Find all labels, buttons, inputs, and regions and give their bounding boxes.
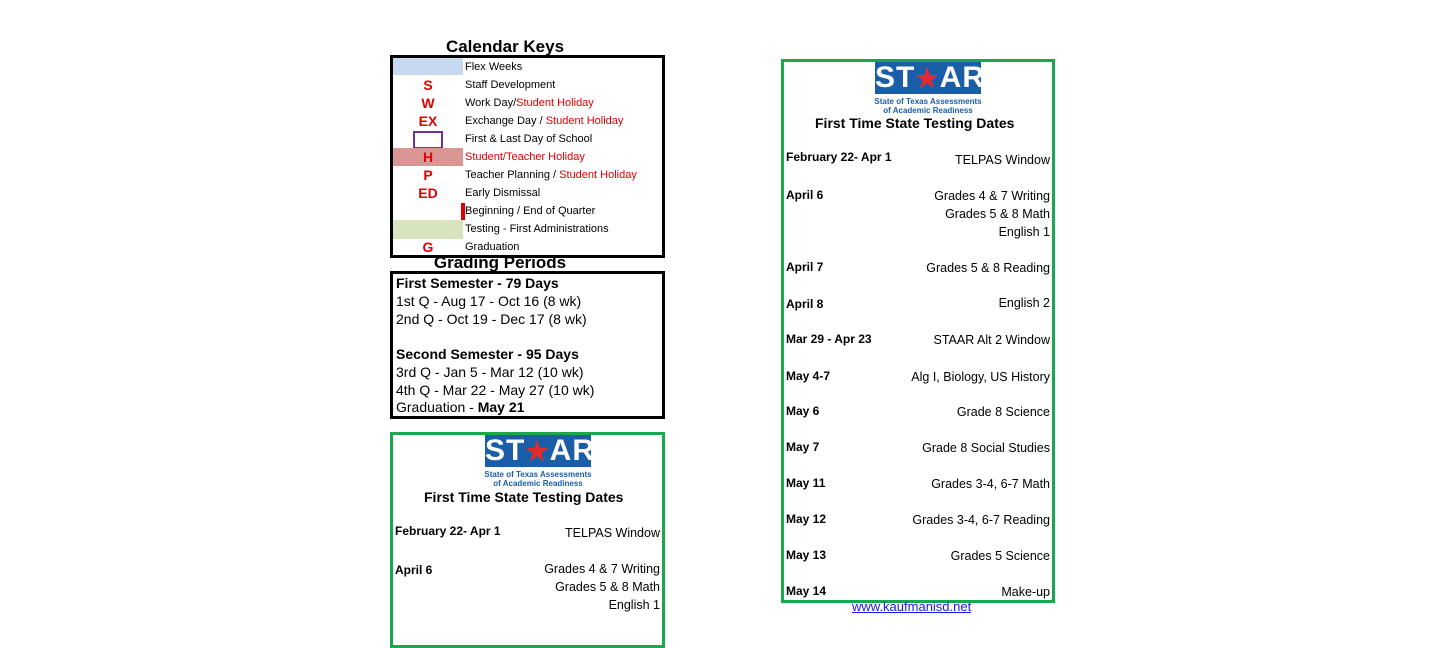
staar-logo-subtitle: State of Texas Assessments of Academic Readiness [484,470,592,488]
test-date: May 7 [786,440,820,454]
test-date: April 6 [395,563,433,577]
test-date: April 7 [786,260,824,274]
test-date: May 4-7 [786,369,831,383]
staar-title: First Time State Testing Dates [424,489,624,505]
test-desc: Grades 4 & 7 Writing Grades 5 & 8 Math English 1 [934,189,1050,239]
test-desc: Grade 8 Social Studies [922,441,1050,455]
key-first-last-day [393,130,662,148]
key-label: Testing - First Administrations [465,223,609,235]
key-symbol: ED [418,185,438,201]
test-date: April 8 [786,297,824,311]
first-semester: First Semester - 79 Days [396,275,559,291]
key-symbol: EX [418,113,438,129]
test-desc: Alg I, Biology, US History [911,370,1050,384]
calendar-keys-title: Calendar Keys [445,37,565,56]
key-label: Staff Development [465,79,556,91]
test-desc: Grades 4 & 7 Writing Grades 5 & 8 Math English 1 [544,562,660,612]
quarter-1: 1st Q - Aug 17 - Oct 16 (8 wk) [396,293,582,309]
grading-periods-box [390,271,665,419]
test-desc: English 2 [998,296,1050,310]
key-staff-development [393,76,662,94]
key-flex-weeks [393,58,662,76]
test-desc: Grades 5 & 8 Reading [926,261,1050,275]
quarter-2: 2nd Q - Oct 19 - Dec 17 (8 wk) [396,311,587,327]
key-symbol: P [423,167,433,183]
key-symbol: S [423,77,433,93]
test-date: April 6 [786,188,824,202]
first-last-day-swatch [413,131,443,149]
test-desc: Grades 5 Science [950,549,1050,563]
quarter-3: 3rd Q - Jan 5 - Mar 12 (10 wk) [396,364,584,380]
second-semester: Second Semester - 95 Days [396,346,579,362]
test-date: May 11 [786,476,826,490]
test-date: May 13 [786,548,827,562]
test-desc: Grade 8 Science [956,405,1050,419]
key-label: Beginning / End of Quarter [465,205,596,217]
staar-box-right [781,59,1055,603]
test-date: February 22- Apr 1 [395,524,501,538]
key-label: Work Day/Student Holiday [465,97,594,109]
key-label: Flex Weeks [465,61,523,73]
website-link[interactable]: www.kaufmanisd.net [852,599,972,614]
calendar-keys-box [390,55,665,258]
key-quarter [393,202,662,220]
test-desc: Make-up [1001,585,1050,599]
flex-weeks-swatch [393,58,463,75]
key-teacher-planning [393,166,662,184]
key-work-day [393,94,662,112]
key-exchange-day [393,112,662,130]
test-desc: TELPAS Window [955,153,1050,167]
key-label: Exchange Day / Student Holiday [465,115,624,127]
key-label: Teacher Planning / Student Holiday [465,169,637,181]
test-date: February 22- Apr 1 [786,150,892,164]
key-label: Student/Teacher Holiday [465,151,585,163]
key-label: Graduation [465,241,520,253]
test-desc: STAAR Alt 2 Window [933,333,1050,347]
staar-title: First Time State Testing Dates [815,115,1015,131]
staar-logo: ST★AR [875,61,985,94]
star-icon: ★ [915,63,940,93]
test-date: Mar 29 - Apr 23 [786,332,872,346]
test-desc: TELPAS Window [565,526,660,540]
key-holiday [393,148,662,166]
staar-logo: ST★AR [485,434,595,467]
key-label: Early Dismissal [465,187,541,199]
key-symbol: G [422,239,434,255]
test-date: May 14 [786,584,827,598]
test-desc: Grades 3-4, 6-7 Reading [912,513,1050,527]
key-symbol: W [421,95,435,111]
testing-swatch [393,220,463,239]
star-icon: ★ [525,436,550,466]
key-label: First & Last Day of School [465,133,593,145]
test-desc: Grades 3-4, 6-7 Math [931,477,1050,491]
key-symbol: H [422,149,434,165]
test-date: May 6 [786,404,820,418]
key-testing [393,220,662,238]
staar-box-left [390,432,665,648]
quarter-4: 4th Q - Mar 22 - May 27 (10 wk) [396,382,595,398]
key-early-dismissal [393,184,662,202]
grading-periods-title: Grading Periods [433,253,567,272]
staar-logo-subtitle: State of Texas Assessments of Academic Readiness [874,97,982,115]
test-date: May 12 [786,512,827,526]
graduation-line: Graduation - May 21 [396,399,525,415]
